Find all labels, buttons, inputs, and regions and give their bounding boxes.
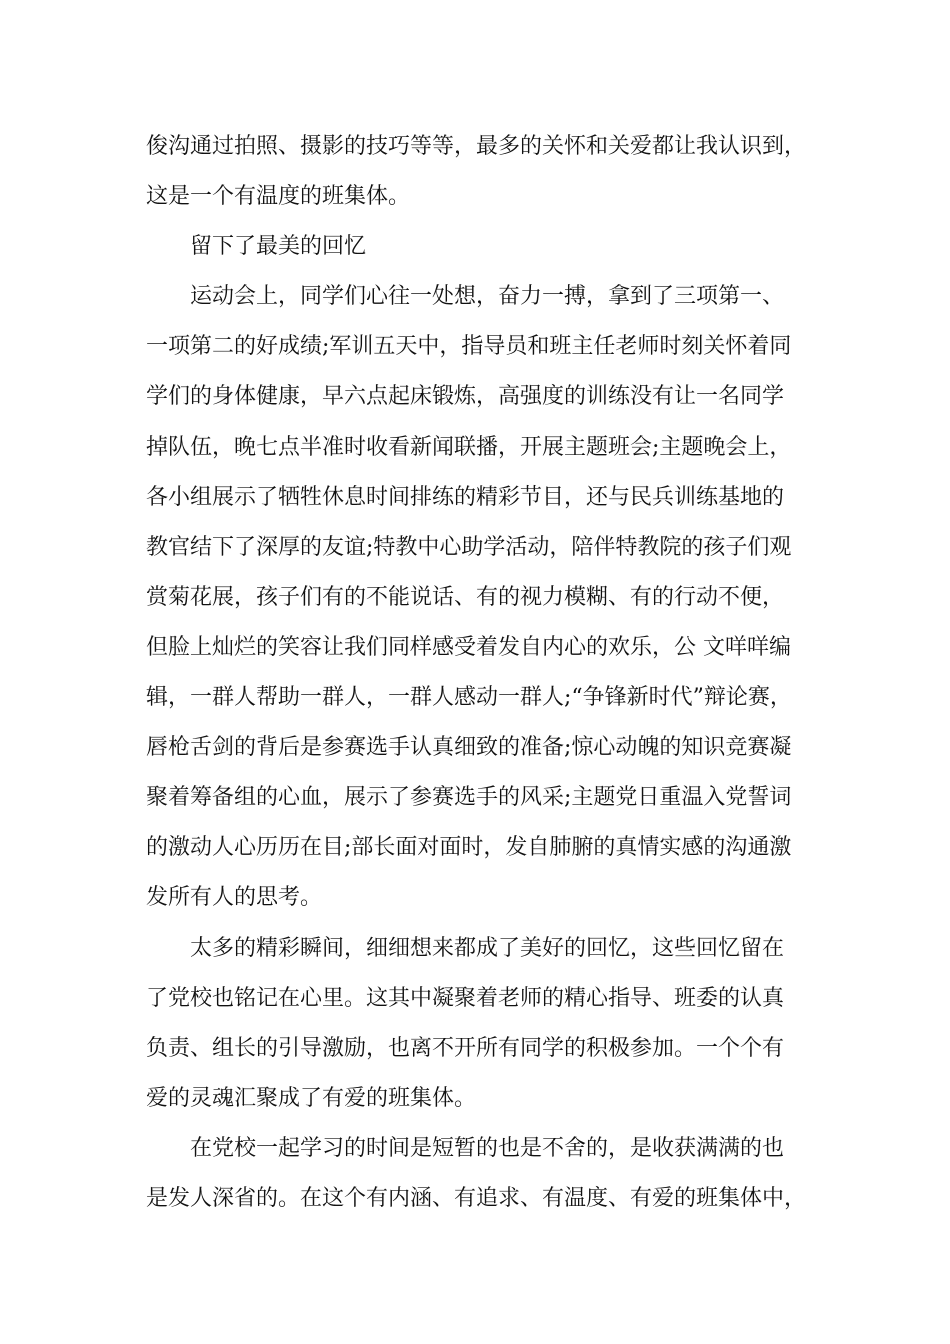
body-text (146, 131, 826, 1233)
text-line: 唇枪舌剑的背后是参赛选手认真细致的准备;惊心动魄的知识竞赛凝 (146, 735, 792, 761)
text-line: 负责、组长的引导激励，也离不开所有同学的积极参加。一个个有 (146, 1035, 785, 1061)
text-line: 在党校一起学习的时间是短暂的也是不舍的，是收获满满的也 (190, 1135, 785, 1161)
text-line: 是发人深省的。在这个有内涵、有追求、有温度、有爱的班集体中， (146, 1185, 807, 1211)
text-line: 太多的精彩瞬间，细细想来都成了美好的回忆，这些回忆留在 (190, 935, 785, 961)
text-line: 各小组展示了牺牲休息时间排练的精彩节目，还与民兵训练基地的 (146, 484, 785, 510)
text-line: 赏菊花展，孩子们有的不能说话、有的视力模糊、有的行动不便， (146, 584, 785, 610)
text-line: 这是一个有温度的班集体。 (146, 184, 411, 210)
text-line: 聚着筹备组的心血，展示了参赛选手的风采;主题党日重温入党誓词 (146, 785, 792, 811)
text-line: 一项第二的好成绩;军训五天中，指导员和班主任老师时刻关怀着同 (146, 334, 792, 360)
text-line: 教官结下了深厚的友谊;特教中心助学活动，陪伴特教院的孩子们观 (146, 534, 792, 560)
text-line: 学们的身体健康，早六点起床锻炼，高强度的训练没有让一名同学 (146, 384, 785, 410)
text-line: 辑，一群人帮助一群人，一群人感动一群人;“争锋新时代”辩论赛， (146, 685, 792, 711)
text-line: 了党校也铭记在心里。这其中凝聚着老师的精心指导、班委的认真 (146, 985, 785, 1011)
text-line: 俊沟通过拍照、摄影的技巧等等，最多的关怀和关爱都让我认识到， (146, 134, 807, 159)
text-line: 掉队伍，晚七点半准时收看新闻联播，开展主题班会;主题晚会上， (146, 434, 792, 460)
text-line: 爱的灵魂汇聚成了有爱的班集体。 (146, 1085, 477, 1111)
text-line: 但脸上灿烂的笑容让我们同样感受着发自内心的欢乐，公 文咩咩编 (146, 634, 791, 660)
text-line: 运动会上，同学们心往一处想，奋力一搏，拿到了三项第一、 (190, 284, 785, 310)
text-line: 的激动人心历历在目;部长面对面时，发自肺腑的真情实感的沟通激 (146, 835, 792, 861)
section-heading: 留下了最美的回忆 (190, 234, 367, 260)
text-line: 发所有人的思考。 (146, 885, 323, 911)
